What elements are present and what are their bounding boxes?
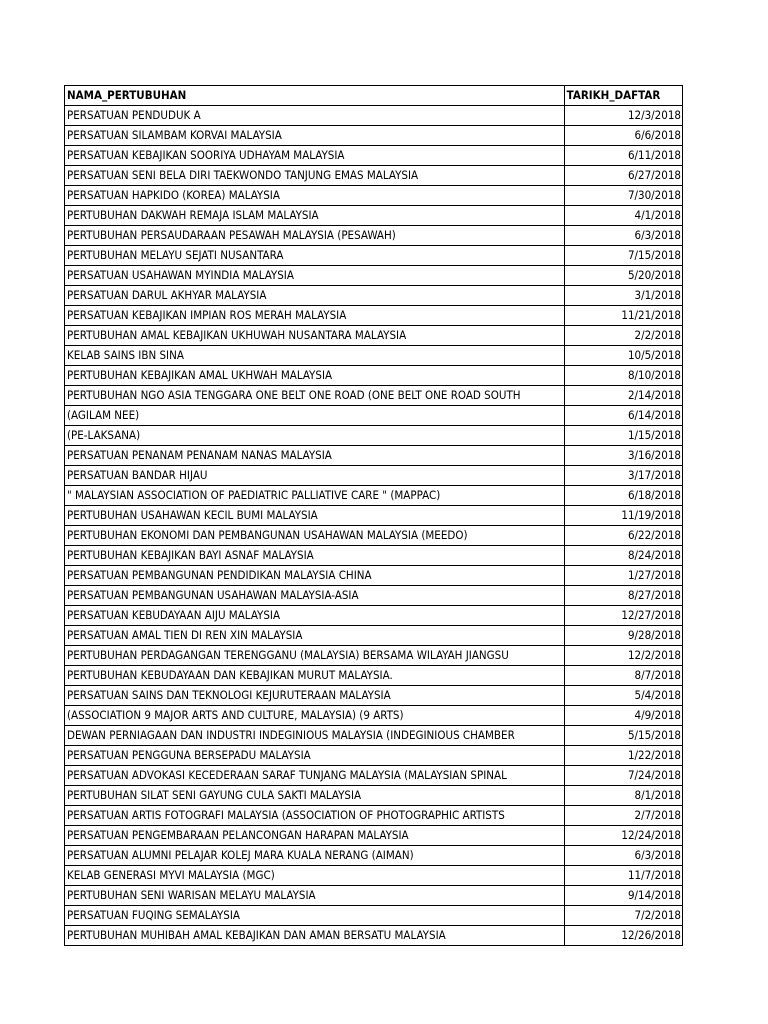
organization-name-cell[interactable]: PERSATUAN PENANAM PENANAM NANAS MALAYSIA bbox=[65, 446, 565, 466]
organization-name-cell[interactable]: DEWAN PERNIAGAAN DAN INDUSTRI INDEGINIOUS MALAYSIA (INDEGINIOUS CHAMBER bbox=[65, 726, 565, 746]
organization-name-cell[interactable]: PERTUBUHAN KEBUDAYAAN DAN KEBAJIKAN MURUT MALAYSIA. bbox=[65, 666, 565, 686]
table-row bbox=[65, 866, 683, 886]
organization-name-cell[interactable]: PERSATUAN BANDAR HIJAU bbox=[65, 466, 565, 486]
organization-name-cell[interactable]: PERTUBUHAN NGO ASIA TENGGARA ONE BELT ONE ROAD (ONE BELT ONE ROAD SOUTH bbox=[65, 386, 565, 406]
table-row bbox=[65, 566, 683, 586]
registration-date-cell[interactable]: 1/15/2018 bbox=[564, 426, 682, 446]
organization-name-cell[interactable]: PERSATUAN KEBAJIKAN IMPIAN ROS MERAH MALAYSIA bbox=[65, 306, 565, 326]
organization-name-cell[interactable]: (ASSOCIATION 9 MAJOR ARTS AND CULTURE, MALAYSIA) (9 ARTS) bbox=[65, 706, 565, 726]
table-row bbox=[65, 246, 683, 266]
registration-date-cell[interactable]: 12/3/2018 bbox=[564, 106, 682, 126]
registration-date-cell[interactable]: 7/15/2018 bbox=[564, 246, 682, 266]
table-row bbox=[65, 386, 683, 406]
registration-date-cell[interactable]: 4/9/2018 bbox=[564, 706, 682, 726]
table-row bbox=[65, 286, 683, 306]
registration-date-cell[interactable]: 5/15/2018 bbox=[564, 726, 682, 746]
registration-date-cell[interactable]: 2/7/2018 bbox=[564, 806, 682, 826]
organization-name-cell[interactable]: PERTUBUHAN PERSAUDARAAN PESAWAH MALAYSIA (PESAWAH) bbox=[65, 226, 565, 246]
table-row bbox=[65, 766, 683, 786]
organization-name-cell[interactable]: KELAB SAINS IBN SINA bbox=[65, 346, 565, 366]
registration-date-cell[interactable]: 6/18/2018 bbox=[564, 486, 682, 506]
organization-name-cell[interactable]: " MALAYSIAN ASSOCIATION OF PAEDIATRIC PALLIATIVE CARE " (MAPPAC) bbox=[65, 486, 565, 506]
table-row bbox=[65, 906, 683, 926]
table-row bbox=[65, 226, 683, 246]
registration-date-cell[interactable]: 3/17/2018 bbox=[564, 466, 682, 486]
organization-name-cell[interactable]: PERSATUAN HAPKIDO (KOREA) MALAYSIA bbox=[65, 186, 565, 206]
registration-date-cell[interactable]: 1/27/2018 bbox=[564, 566, 682, 586]
organization-name-cell[interactable]: PERSATUAN ADVOKASI KECEDERAAN SARAF TUNJANG MALAYSIA (MALAYSIAN SPINAL bbox=[65, 766, 565, 786]
organization-name-cell[interactable]: PERSATUAN ARTIS FOTOGRAFI MALAYSIA (ASSOCIATION OF PHOTOGRAPHIC ARTISTS bbox=[65, 806, 565, 826]
table-row bbox=[65, 486, 683, 506]
table-row bbox=[65, 646, 683, 666]
organization-name-cell[interactable]: PERTUBUHAN KEBAJIKAN AMAL UKHWAH MALAYSIA bbox=[65, 366, 565, 386]
table-row bbox=[65, 466, 683, 486]
registration-date-cell[interactable]: 6/11/2018 bbox=[564, 146, 682, 166]
table-row bbox=[65, 506, 683, 526]
registration-date-cell[interactable]: 6/3/2018 bbox=[564, 846, 682, 866]
column-header-date[interactable]: TARIKH_DAFTAR bbox=[564, 86, 682, 106]
table-row bbox=[65, 346, 683, 366]
registration-date-cell[interactable]: 9/14/2018 bbox=[564, 886, 682, 906]
organization-name-cell[interactable]: PERTUBUHAN AMAL KEBAJIKAN UKHUWAH NUSANTARA MALAYSIA bbox=[65, 326, 565, 346]
registration-date-cell[interactable]: 8/7/2018 bbox=[564, 666, 682, 686]
table-row bbox=[65, 586, 683, 606]
organization-name-cell[interactable]: PERSATUAN PENGGUNA BERSEPADU MALAYSIA bbox=[65, 746, 565, 766]
table-row bbox=[65, 306, 683, 326]
organization-name-cell[interactable]: PERSATUAN SILAMBAM KORVAI MALAYSIA bbox=[65, 126, 565, 146]
table-row bbox=[65, 786, 683, 806]
table-row bbox=[65, 546, 683, 566]
table-row bbox=[65, 626, 683, 646]
organization-name-cell[interactable]: PERSATUAN PENGEMBARAAN PELANCONGAN HARAPAN MALAYSIA bbox=[65, 826, 565, 846]
registration-date-cell[interactable]: 7/2/2018 bbox=[564, 906, 682, 926]
table-row bbox=[65, 206, 683, 226]
organization-name-cell[interactable]: PERSATUAN KEBAJIKAN SOORIYA UDHAYAM MALAYSIA bbox=[65, 146, 565, 166]
registration-date-cell[interactable]: 6/3/2018 bbox=[564, 226, 682, 246]
table-row bbox=[65, 886, 683, 906]
organization-name-cell[interactable]: PERSATUAN PENDUDUK A bbox=[65, 106, 565, 126]
registration-date-cell[interactable]: 4/1/2018 bbox=[564, 206, 682, 226]
table-row bbox=[65, 166, 683, 186]
table-row bbox=[65, 926, 683, 946]
organization-name-cell[interactable]: KELAB GENERASI MYVI MALAYSIA (MGC) bbox=[65, 866, 565, 886]
organization-name-cell[interactable]: PERTUBUHAN MUHIBAH AMAL KEBAJIKAN DAN AMAN BERSATU MALAYSIA bbox=[65, 926, 565, 946]
organization-name-cell[interactable]: (AGILAM NEE) bbox=[65, 406, 565, 426]
registration-date-cell[interactable]: 5/20/2018 bbox=[564, 266, 682, 286]
registration-date-cell[interactable]: 11/21/2018 bbox=[564, 306, 682, 326]
registration-date-cell[interactable]: 2/14/2018 bbox=[564, 386, 682, 406]
table-row bbox=[65, 146, 683, 166]
organization-name-cell[interactable]: PERTUBUHAN SENI WARISAN MELAYU MALAYSIA bbox=[65, 886, 565, 906]
organization-name-cell[interactable]: PERSATUAN KEBUDAYAAN AIJU MALAYSIA bbox=[65, 606, 565, 626]
table-row bbox=[65, 686, 683, 706]
organization-name-cell[interactable]: PERSATUAN DARUL AKHYAR MALAYSIA bbox=[65, 286, 565, 306]
table-row bbox=[65, 366, 683, 386]
registration-date-cell[interactable]: 8/10/2018 bbox=[564, 366, 682, 386]
organization-name-cell[interactable]: PERSATUAN FUQING SEMALAYSIA bbox=[65, 906, 565, 926]
registration-date-cell[interactable]: 6/14/2018 bbox=[564, 406, 682, 426]
registration-date-cell[interactable]: 7/24/2018 bbox=[564, 766, 682, 786]
table-row bbox=[65, 806, 683, 826]
organization-name-cell[interactable]: PERSATUAN PEMBANGUNAN PENDIDIKAN MALAYSIA CHINA bbox=[65, 566, 565, 586]
organization-name-cell[interactable]: PERSATUAN AMAL TIEN DI REN XIN MALAYSIA bbox=[65, 626, 565, 646]
table-row bbox=[65, 406, 683, 426]
table-row bbox=[65, 846, 683, 866]
organization-name-cell[interactable]: PERTUBUHAN SILAT SENI GAYUNG CULA SAKTI MALAYSIA bbox=[65, 786, 565, 806]
table-row bbox=[65, 186, 683, 206]
table-row bbox=[65, 746, 683, 766]
table-row bbox=[65, 126, 683, 146]
organization-name-cell[interactable]: PERTUBUHAN MELAYU SEJATI NUSANTARA bbox=[65, 246, 565, 266]
registration-date-cell[interactable]: 1/22/2018 bbox=[564, 746, 682, 766]
organization-name-cell[interactable]: PERSATUAN USAHAWAN MYINDIA MALAYSIA bbox=[65, 266, 565, 286]
registration-date-cell[interactable]: 11/7/2018 bbox=[564, 866, 682, 886]
registration-date-cell[interactable]: 12/24/2018 bbox=[564, 826, 682, 846]
organization-name-cell[interactable]: (PE-LAKSANA) bbox=[65, 426, 565, 446]
organization-name-cell[interactable]: PERSATUAN ALUMNI PELAJAR KOLEJ MARA KUALA NERANG (AIMAN) bbox=[65, 846, 565, 866]
organization-name-cell[interactable]: PERSATUAN PEMBANGUNAN USAHAWAN MALAYSIA-ASIA bbox=[65, 586, 565, 606]
registration-date-cell[interactable]: 3/16/2018 bbox=[564, 446, 682, 466]
registration-date-cell[interactable]: 6/22/2018 bbox=[564, 526, 682, 546]
table-row bbox=[65, 726, 683, 746]
table-row bbox=[65, 526, 683, 546]
column-header-name[interactable]: NAMA_PERTUBUHAN bbox=[65, 86, 565, 106]
registration-date-cell[interactable]: 5/4/2018 bbox=[564, 686, 682, 706]
registration-date-cell[interactable]: 12/27/2018 bbox=[564, 606, 682, 626]
table-row bbox=[65, 426, 683, 446]
organization-name-cell[interactable]: PERSATUAN SENI BELA DIRI TAEKWONDO TANJUNG EMAS MALAYSIA bbox=[65, 166, 565, 186]
table-row bbox=[65, 826, 683, 846]
organization-name-cell[interactable]: PERTUBUHAN KEBAJIKAN BAYI ASNAF MALAYSIA bbox=[65, 546, 565, 566]
organization-name-cell[interactable]: PERSATUAN SAINS DAN TEKNOLOGI KEJURUTERAAN MALAYSIA bbox=[65, 686, 565, 706]
registration-date-cell[interactable]: 6/6/2018 bbox=[564, 126, 682, 146]
registration-table bbox=[64, 85, 683, 946]
organization-name-cell[interactable]: PERTUBUHAN DAKWAH REMAJA ISLAM MALAYSIA bbox=[65, 206, 565, 226]
table-row bbox=[65, 666, 683, 686]
registration-date-cell[interactable]: 11/19/2018 bbox=[564, 506, 682, 526]
table-row bbox=[65, 706, 683, 726]
registration-date-cell[interactable]: 7/30/2018 bbox=[564, 186, 682, 206]
organization-name-cell[interactable]: PERTUBUHAN EKONOMI DAN PEMBANGUNAN USAHAWAN MALAYSIA (MEEDO) bbox=[65, 526, 565, 546]
header-row bbox=[65, 86, 683, 106]
registration-date-cell[interactable]: 12/26/2018 bbox=[564, 926, 682, 946]
table-row bbox=[65, 606, 683, 626]
registration-date-cell[interactable]: 9/28/2018 bbox=[564, 626, 682, 646]
registration-date-cell[interactable]: 10/5/2018 bbox=[564, 346, 682, 366]
registration-date-cell[interactable]: 8/27/2018 bbox=[564, 586, 682, 606]
registration-date-cell[interactable]: 2/2/2018 bbox=[564, 326, 682, 346]
registration-date-cell[interactable]: 8/24/2018 bbox=[564, 546, 682, 566]
registration-date-cell[interactable]: 12/2/2018 bbox=[564, 646, 682, 666]
registration-date-cell[interactable]: 3/1/2018 bbox=[564, 286, 682, 306]
table-row bbox=[65, 326, 683, 346]
organization-name-cell[interactable]: PERTUBUHAN USAHAWAN KECIL BUMI MALAYSIA bbox=[65, 506, 565, 526]
table-row bbox=[65, 446, 683, 466]
table-row bbox=[65, 266, 683, 286]
organization-name-cell[interactable]: PERTUBUHAN PERDAGANGAN TERENGGANU (MALAYSIA) BERSAMA WILAYAH JIANGSU bbox=[65, 646, 565, 666]
table-body bbox=[65, 106, 683, 946]
registration-date-cell[interactable]: 8/1/2018 bbox=[564, 786, 682, 806]
table-row bbox=[65, 106, 683, 126]
registration-date-cell[interactable]: 6/27/2018 bbox=[564, 166, 682, 186]
